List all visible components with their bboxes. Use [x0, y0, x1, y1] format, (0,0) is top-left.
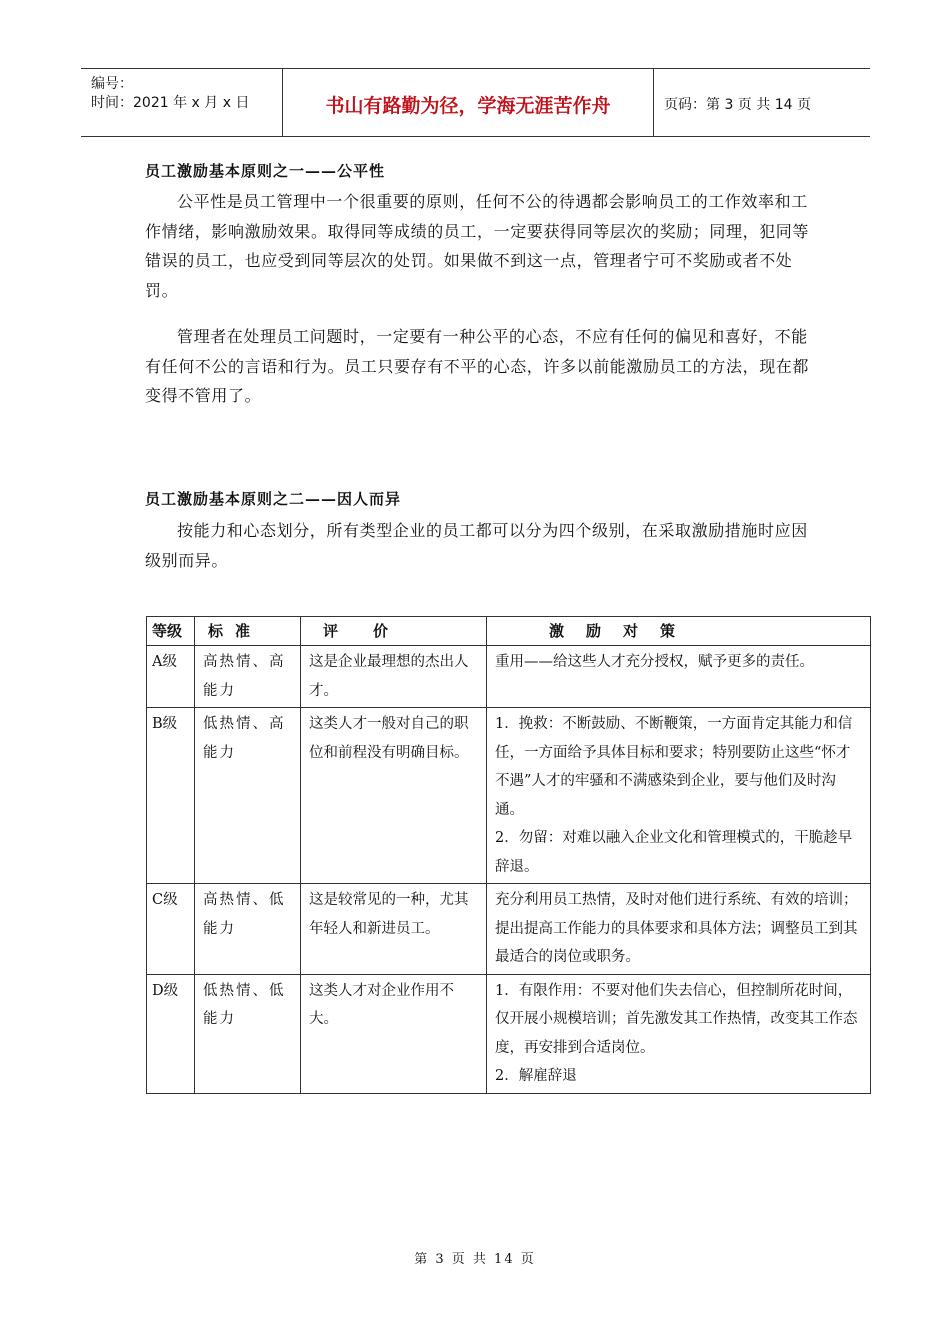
table-row	[147, 884, 871, 975]
strategy-item: 2．解雇辞退	[495, 1068, 577, 1084]
evaluation-cell: 这类人才对企业作用不大。	[301, 974, 487, 1093]
header-grade: 等级	[147, 617, 195, 646]
strategy-item: 2．勿留：对难以融入企业文化和管理模式的，干脆趁早辞退。	[495, 830, 853, 875]
incentive-table	[146, 616, 871, 1094]
strategy-cell	[487, 974, 871, 1093]
grade-cell: A级	[147, 646, 195, 708]
standard-cell: 低热情、低能力	[195, 974, 301, 1093]
standard-cell: 低热情、高能力	[195, 708, 301, 884]
section1-heading: 员工激励基本原则之一——公平性	[145, 162, 386, 180]
standard-cell: 高热情、低能力	[195, 884, 301, 975]
strategy-cell	[487, 884, 871, 975]
evaluation-cell: 这是较常见的一种，尤其年轻人和新进员工。	[301, 884, 487, 975]
evaluation-cell: 这是企业最理想的杰出人才。	[301, 646, 487, 708]
table-header-row	[147, 617, 871, 646]
header-strategy: 激励对策	[487, 617, 871, 646]
section1-paragraph-1: 公平性是员工管理中一个很重要的原则，任何不公的待遇都会影响员工的工作效率和工作情绪，影响激励效果。取得同等成绩的员工，一定要获得同等层次的奖励；同理，犯同等错误的员工，也应受到同等层次的处罚。如果做不到这一点，管理者宁可不奖励或者不处罚。	[145, 192, 810, 300]
strategy-item: 重用——给这些人才充分授权，赋予更多的责任。	[495, 654, 814, 670]
section2-paragraph-1: 按能力和心态划分，所有类型企业的员工都可以分为四个级别，在采取激励措施时应因级别而异。	[145, 521, 808, 570]
motto: 书山有路勤为径，学海无涯苦作舟	[325, 95, 611, 117]
strategy-item: 1．有限作用：不要对他们失去信心，但控制所花时间，仅开展小规模培训；首先激发其工作热情，改变其工作态度，再安排到合适岗位。	[495, 982, 858, 1056]
grade-cell: C级	[147, 884, 195, 975]
page-footer: 第 3 页 共 14 页	[414, 1252, 536, 1267]
evaluation-cell: 这类人才一般对自己的职位和前程没有明确目标。	[301, 708, 487, 884]
date-label: 时间：2021 年 x 月 x 日	[91, 95, 250, 111]
strategy-cell	[487, 646, 871, 708]
table-row	[147, 708, 871, 884]
page-header	[81, 68, 870, 137]
section1-paragraph-2: 管理者在处理员工问题时，一定要有一种公平的心态，不应有任何的偏见和喜好，不能有任何不公的言语和行为。员工只要存有不平的心态，许多以前能激励员工的方法，现在都变得不管用了。	[145, 327, 810, 405]
strategy-cell	[487, 708, 871, 884]
table-row	[147, 646, 871, 708]
header-motto-cell	[283, 69, 654, 136]
header-evaluation: 评价	[301, 617, 487, 646]
page-label: 页码：第 3 页 共 14 页	[664, 97, 811, 113]
header-standard: 标准	[195, 617, 301, 646]
section2-heading: 员工激励基本原则之二——因人而异	[145, 490, 402, 508]
grade-cell: D级	[147, 974, 195, 1093]
header-page-cell	[654, 69, 870, 136]
grade-cell: B级	[147, 708, 195, 884]
standard-cell: 高热情、高能力	[195, 646, 301, 708]
strategy-item: 1．挽救：不断鼓励、不断鞭策，一方面肯定其能力和信任，一方面给予具体目标和要求；特别要防止这些“怀才不遇”人才的牢骚和不满感染到企业，要与他们及时沟通。	[495, 716, 853, 818]
strategy-item: 充分利用员工热情，及时对他们进行系统、有效的培训；提出提高工作能力的具体要求和具体方法；调整员工到其最适合的岗位或职务。	[495, 892, 858, 965]
table-row	[147, 974, 871, 1093]
number-label: 编号：	[91, 76, 133, 92]
header-meta-cell	[81, 69, 283, 136]
